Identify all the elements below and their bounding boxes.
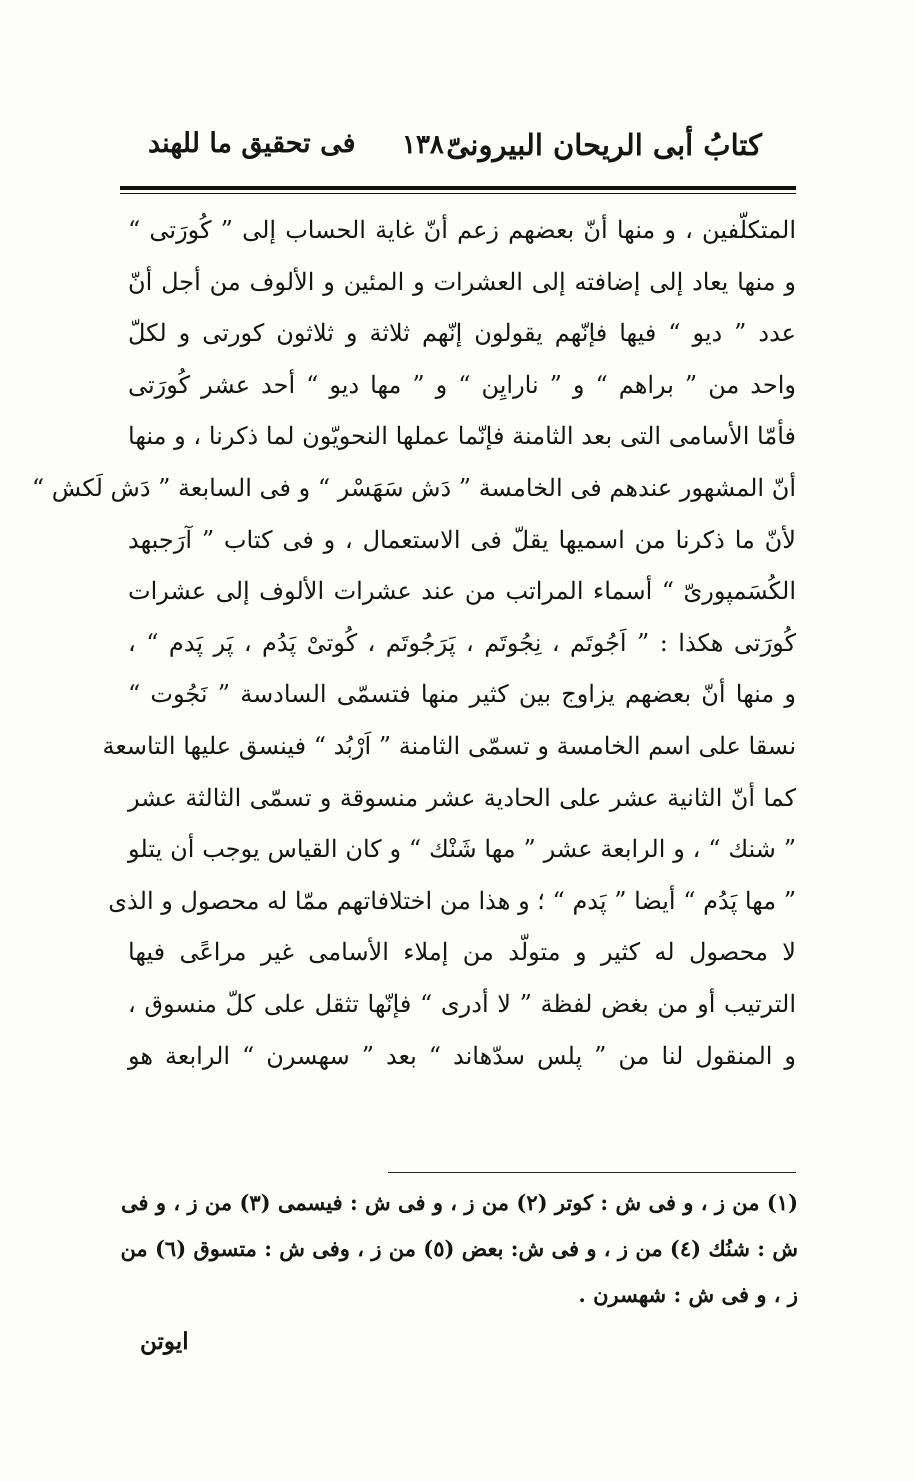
text-line: واحد من ” براهم “ و ” نارايِن “ و ” مها ديو “ أحد عشر كُورَتى — [128, 370, 796, 399]
text-line: عدد ” ديو “ فيها فإنّهم يقولون إنّهم ثلاثة و ثلاثون كورتى و لكلّ — [128, 319, 796, 348]
text-line: لا محصول له كثير و متولّد من إملاء الأسامى غير مراعًى فيها — [128, 938, 796, 967]
text-line: كُورَتى هكذا : ” اَجُوتَم ، نِجُوتَم ، پَرَجُوتَم ، كُوتىْ پَدُم ، پَر پَدم “ ، — [128, 628, 796, 657]
text-line: و منها يعاد إلى إضافته إلى العشرات و المئين و الألوف من أجل أنّ — [128, 267, 796, 296]
text-line: و منها أنّ بعضهم يزاوج بين كثير منها فتسمّى السادسة ” نَجُوت “ — [128, 680, 796, 709]
text-line: ” مها پَدُم “ أيضا ” پَدم “ ؛ و هذا من اختلافاتهم ممّا له محصول و الذى — [108, 886, 796, 915]
running-header — [120, 128, 802, 172]
text-line: كما أنّ الثانية عشر على الحادية عشر منسوقة و تسمّى الثالثة عشر — [128, 783, 796, 812]
page-number: ١٣٨ — [402, 130, 444, 160]
text-line: الترتيب أو من بغض لفظة ” لا أدرى “ فإنّها تثقل على كلّ منسوق ، — [128, 989, 796, 1018]
text-line: فأمّا الأسامى التى بعد الثامنة فإنّما عملها النحويّون لما ذكرنا ، و منها — [128, 422, 796, 451]
main-text — [31, 205, 796, 1082]
footnotes — [120, 1180, 798, 1318]
header-rule-thin — [120, 193, 796, 194]
text-line: الكُسَمپورىّ “ أسماء المراتب من عند عشرات الألوف إلى عشرات — [128, 577, 796, 606]
text-line: أنّ المشهور عندهم فى الخامسة ” دَش سَهَسْر “ و فى السابعة ” دَش لَكش “ — [31, 473, 796, 502]
text-line: لأنّ ما ذكرنا من اسميها يقلّ فى الاستعمال ، و فى كتاب ” آرَجبهد — [128, 525, 796, 554]
text-line: و المنقول لنا من ” پلس سدّهاند “ بعد ” سهسرن “ الرابعة هو — [128, 1041, 796, 1070]
book-subtitle: فى تحقيق ما للهند — [148, 128, 356, 159]
text-line: ” شنك “ ، و الرابعة عشر ” مها شَنْك “ و كان القياس يوجب أن يتلو — [128, 835, 796, 864]
catchword: ايوتن — [140, 1328, 189, 1355]
text-line: نسقا على اسم الخامسة و تسمّى الثامنة ” اَرْبُد “ فينسق عليها التاسعة — [102, 731, 796, 760]
footnote-line: (١) من ز ، و فى ش : كوتر (٢) من ز ، و فى ش : فيسمى (٣) من ز ، و فى — [121, 1190, 798, 1215]
footnote-line: ش : شنُك (٤) من ز ، و فى ش: بعض (٥) من ز ، وفى ش : متسوق (٦) من — [120, 1236, 798, 1261]
footnote-line: ز ، و فى ش : شهسرن . — [578, 1282, 798, 1307]
text-line: المتكلّفين ، و منها أنّ بعضهم زعم أنّ غاية الحساب إلى ” كُورَتى “ — [128, 216, 796, 244]
footnote-rule — [388, 1172, 796, 1173]
header-rule — [120, 186, 796, 190]
book-title: كتابُ أبى الريحان البيرونىّ — [446, 128, 762, 162]
